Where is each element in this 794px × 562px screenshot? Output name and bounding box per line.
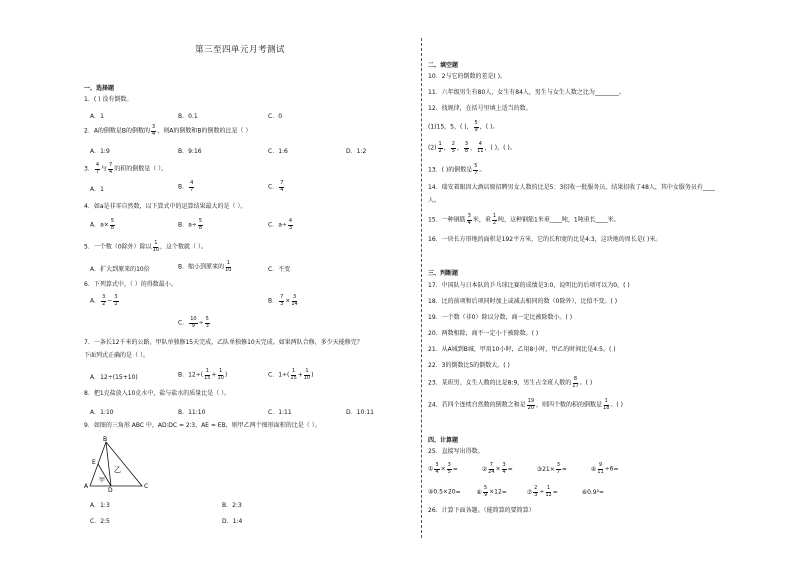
q7-option-c: C．1÷( $\frac{1}{15}$ + $\frac{1}{10}$ ) xyxy=(268,368,314,381)
label-c: C xyxy=(144,483,149,490)
q3-option-a: A．1 xyxy=(90,186,104,193)
question-12-1: (1)15，5，( )， $\frac{5}{9}$ ，( )。 xyxy=(428,120,499,133)
question-3: 3． $\frac{4}{7}$ 与 $\frac{7}{4}$ 的积的倒数是（ ）。 xyxy=(84,162,168,175)
q2-option-a: A．1:9 xyxy=(90,148,110,155)
triangle-figure xyxy=(84,436,154,492)
question-26: 26．计算下面各题。（能简算的要简算） xyxy=(428,507,535,514)
question-1: 1．( ) 没有倒数。 xyxy=(84,96,133,103)
question-15: 15．一种钢筋 $\frac{3}{4}$ 米，重 $\frac{1}{2}$ 吨，这种钢筋1米重____吨，1吨重长____米。 xyxy=(428,213,620,226)
q9-option-a: A．1:3 xyxy=(90,502,110,509)
question-12-2: (2) $\frac{1}{2}$ ， $\frac{2}{5}$ ， $\frac{3}{8}$ ， $\frac{4}{11}$ ，( )，( )。 xyxy=(428,141,516,154)
question-4: 4．如a是非零自然数，以下算式中的运算结果最大的是（ ）。 xyxy=(84,203,247,210)
column-divider xyxy=(421,38,422,538)
q1-option-c: C．0 xyxy=(268,113,283,120)
question-13: 13．( )的倒数是 $\frac{5}{7}$ 。 xyxy=(428,163,486,176)
question-11: 11．六年级男生有80人，女生有84人，男生与女生人数之比为________。 xyxy=(428,89,625,96)
question-9: 9．如图的三角形 ABC 中，AD∶DC = 2∶3，AE = EB，则甲乙两个图形面积的比是（ ）。 xyxy=(84,422,321,429)
q6-option-a: A． $\frac{3}{2}$ − $\frac{3}{2}$ xyxy=(90,294,118,307)
label-yi: 乙 xyxy=(114,466,121,474)
q1-option-a: A．1 xyxy=(90,113,104,120)
q4-option-b: B．a÷ $\frac{5}{8}$ xyxy=(178,218,203,231)
q5-option-a: A．扩大到原来的10倍 xyxy=(90,266,150,273)
section-judge: 三、判断题 xyxy=(428,270,459,277)
page-title: 第三至四单元月考测试 xyxy=(195,45,286,55)
label-jia: 甲 xyxy=(99,477,106,484)
q9-option-b: B．2:3 xyxy=(222,502,242,509)
question-19: 19．一个数（非0）除以分数，商一定比被除数小。( ) xyxy=(428,314,573,321)
q7-option-b: B．12÷( $\frac{1}{15}$ + $\frac{1}{10}$ ) xyxy=(178,368,228,381)
q2-option-d: D．1:2 xyxy=(346,148,367,155)
question-6: 6．下列算式中，（ ）的得数最小。 xyxy=(84,281,177,288)
q9-option-d: D．1:4 xyxy=(222,518,243,525)
question-7: 7．一条长12千米的公路，甲队单独修15天完成，乙队单独修10天完成。如果两队合修，多少天能修完？ xyxy=(84,339,363,346)
q7-option-a: A．12÷(15+10) xyxy=(90,374,138,381)
question-21: 21．从A城到B城，甲用10小时，乙用8小时，甲乙的时间比是4:5。( ) xyxy=(428,346,616,353)
q2-option-c: C．1:6 xyxy=(268,148,288,155)
q6-option-b: B． $\frac{7}{3}$ × $\frac{3}{14}$ xyxy=(268,294,298,307)
section-fill: 二、填空题 xyxy=(428,62,459,69)
q3-option-c: C． $\frac{7}{4}$ xyxy=(268,180,284,193)
section-calc: 四、计算题 xyxy=(428,437,459,444)
question-16: 16．一块长方形地的面积是192平方米，它的长和宽的比是4:3，这块地的周长是( )米。 xyxy=(428,236,662,243)
label-b: B xyxy=(103,436,108,443)
q5-option-c: C．不变 xyxy=(268,266,291,273)
label-e: E xyxy=(92,459,96,466)
q8-option-d: D．10:11 xyxy=(346,409,374,416)
q6-option-c: C． $\frac{10}{9}$ ÷ $\frac{5}{3}$ xyxy=(178,316,209,329)
question-7-line2: 下面列式正确的是（ ）。 xyxy=(84,352,149,359)
question-5: 5．一个数（0除外）除以 $\frac{1}{10}$ ，这个数就（ ）。 xyxy=(84,240,207,253)
section-choice: 一、选择题 xyxy=(84,85,115,92)
q8-option-c: C．1:11 xyxy=(268,409,292,416)
question-12: 12．找规律，在括号里填上适当的数。 xyxy=(428,105,532,112)
question-17: 17．中国队与日本队的乒乓球比赛的成绩是3:0，说明比的后项可以为0。( ) xyxy=(428,282,630,289)
question-24: 24．若四个连续自然数的倒数之和是 $\frac{19}{20}$ ，则四个数的积的倒数是 $\frac{1}{18}$ 。( ) xyxy=(428,398,623,411)
q8-option-a: A．1:10 xyxy=(90,409,114,416)
question-20: 20．两数相除，商不一定小于被除数。( ) xyxy=(428,330,539,337)
q2-option-b: B．9:16 xyxy=(178,148,202,155)
question-14: 14．瑞安着眼因大酒店原招聘男女人数的比是5：3招收一批服务员，结果招收了48人，其中女服务员有____ xyxy=(428,184,715,191)
label-a: A xyxy=(84,483,89,490)
question-10: 10．2与它的倒数的差是( )。 xyxy=(428,73,507,80)
q8-option-b: B．11:10 xyxy=(178,409,206,416)
question-18: 18．比的前项和后项同时加上或减去相同的数（0除外），比值不变。( ) xyxy=(428,298,618,305)
q1-option-b: B．0.1 xyxy=(178,113,198,120)
q4-option-c: C．a÷ $\frac{4}{3}$ xyxy=(268,218,293,231)
question-8: 8．把1克盐放入10克水中，盐与盐水的质量比是（ ）。 xyxy=(84,390,231,397)
q5-option-b: B．缩小到原来的 $\frac{1}{10}$ xyxy=(178,260,232,273)
q4-option-a: A．a× $\frac{5}{8}$ xyxy=(90,218,114,231)
question-14-line2: 人。 xyxy=(428,197,441,204)
calc-row-2: ⑤0.5×20= ⑥ $\frac{5}{9}$ ×12= ⑦ $\frac{2}{3}$ ÷ $\frac{1}{12}$ = ⑧0.9²= xyxy=(428,485,605,498)
question-2: 2．A的倒数是B的倒数的 $\frac{3}{4}$ ，则A的倒数和B的倒数的比是（ ） xyxy=(84,124,252,137)
question-23: 23．某班男、女生人数的比是8:9，男生占全班人数的 $\frac{8}{17}$ 。( ) xyxy=(428,376,593,389)
calc-row-1: ① $\frac{3}{4}$ × $\frac{3}{5}$ = ② $\frac{7}{24}$ × $\frac{3}{4}$ = ③21× $\frac{3}{7}$ = ④ $\frac{9}{11}$ ÷6= xyxy=(428,462,619,475)
question-25: 25．直接写出得数。 xyxy=(428,448,484,455)
label-d: D xyxy=(108,487,113,492)
q9-option-c: C．2:5 xyxy=(90,518,110,525)
question-22: 22．3的倒数比5的倒数大。( ) xyxy=(428,362,510,369)
q3-option-b: B． $\frac{4}{7}$ xyxy=(178,180,194,193)
